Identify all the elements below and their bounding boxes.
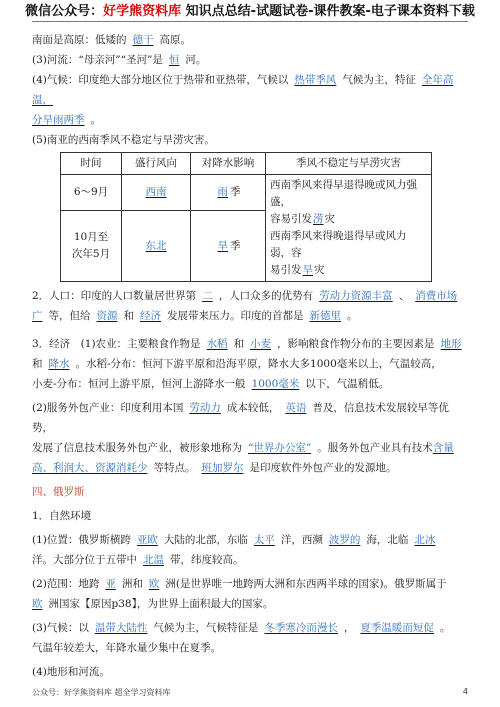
line-river: (3)河流：“母亲河”“圣河”是 恒 河。 bbox=[32, 54, 207, 66]
table-cell: 10月至 次年5月 bbox=[61, 211, 122, 282]
table-header: 对降水影响 bbox=[191, 153, 266, 175]
para-range: (2)范围：地跨 亚 洲和 欧 洲(是世界唯一地跨两大洲和东西两半球的国家)。俄罗斯属于 欧 洲国家【原因p38】，为世界上面积最大的国家。 bbox=[32, 578, 447, 610]
table-header-row bbox=[61, 153, 432, 175]
para-economy: 3．经济 (1)农业：主要粮食作物是 水稻 和 小麦 ，影响粮食作物分布的主要因素是 地形 和 降水 。水稻-分布：恒河下游平原和沿海平原，降水大多1000毫米以上，气温较高， 小麦-分布：恒河上游平原，恒河上游降水一般 1000毫米 以下，气温稍低。 bbox=[32, 338, 462, 390]
monsoon-table bbox=[60, 152, 432, 282]
document-body bbox=[32, 30, 468, 682]
para-population: 2．人口：印度的人口数量居世界第 二 ，人口众多的优势有 劳动力资源丰富 、 消费市场 广 等，但给 资源 和 经济 发展带来压力。印度的首都是 新德里 。 bbox=[32, 290, 458, 322]
table-cell-disaster: 西南季风来得早退得晚或风力强盛， 容易引发涝灾 西南季风来得晚退得早或风力弱，容 易引发旱灾 bbox=[266, 175, 432, 282]
line-plateau: 南面是高原：低矮的 德干 高原。 bbox=[32, 34, 191, 46]
header-suffix: 知识点总结-试题试卷-课件教案-电子课本资料下载 bbox=[181, 4, 475, 19]
answer-blank: 全年高温， bbox=[32, 74, 454, 106]
page-footer bbox=[32, 687, 468, 698]
table-cell: 雨 季 bbox=[191, 175, 266, 211]
answer-blank: 德干 bbox=[132, 34, 154, 46]
line-climate: (4)气候：印度绝大部分地区位于热带和亚热带，气候以 热带季风 气候为主，特征 全年高温， bbox=[32, 74, 454, 106]
section-heading: 四、俄罗斯 bbox=[32, 486, 85, 498]
answer-blank: 分旱雨两季 bbox=[32, 114, 85, 126]
line-monsoon: (5)南亚的西南季风不稳定与旱涝灾害。 bbox=[32, 134, 215, 146]
line-climate-cont: 分旱雨两季 。 bbox=[32, 114, 101, 126]
header-title bbox=[0, 0, 500, 20]
para-climate: (3)气候：以 温带大陆性 气候为主，气候特征是 冬季寒冷而漫长 ， 夏季温暖而短促 。 气温年较差大，年降水量少集中在夏季。 bbox=[32, 622, 451, 654]
header-prefix: 微信公众号： bbox=[25, 4, 104, 19]
table-header: 盛行风向 bbox=[122, 153, 191, 175]
table-header: 时间 bbox=[61, 153, 122, 175]
para-outsourcing: (2)服务外包产业：印度利用本国 劳动力 成本较低， 英语 普及，信息技术发展较早等优势， 发展了信息技术服务外包产业，被形象地称为 “世界办公室” 。服务外包产业具有技术含量 高、利润大、资源消耗少 等特点。 班加罗尔 是印度软件外包产业的发源地。 bbox=[32, 402, 454, 474]
header-rule bbox=[32, 21, 468, 22]
subheading-environment: 1．自然环境 bbox=[32, 510, 92, 522]
table-row bbox=[61, 175, 432, 211]
page-header bbox=[0, 0, 500, 20]
para-location: (1)位置：俄罗斯横跨 亚欧 大陆的北部，东临 太平 洋，西濒 波罗的 海，北临 北冰 洋。大部分位于五带中 北温 带，纬度较高。 bbox=[32, 534, 436, 566]
header-brand: 好学熊资料库 bbox=[103, 4, 182, 19]
answer-blank: 热带季风 bbox=[294, 74, 337, 86]
table-cell: 旱 季 bbox=[191, 211, 266, 282]
table-cell: 西南 bbox=[122, 175, 191, 211]
table-cell: 东北 bbox=[122, 211, 191, 282]
answer-blank: 恒 bbox=[168, 54, 180, 66]
table-header: 季风不稳定与旱涝灾害 bbox=[266, 153, 432, 175]
page-number: 4 bbox=[462, 687, 468, 696]
table-cell: 6～9月 bbox=[61, 175, 122, 211]
para-terrain: (4)地形和河流。 bbox=[32, 666, 110, 678]
footer-text: 公众号：好学熊资料库 超全学习资料库 bbox=[32, 688, 171, 697]
